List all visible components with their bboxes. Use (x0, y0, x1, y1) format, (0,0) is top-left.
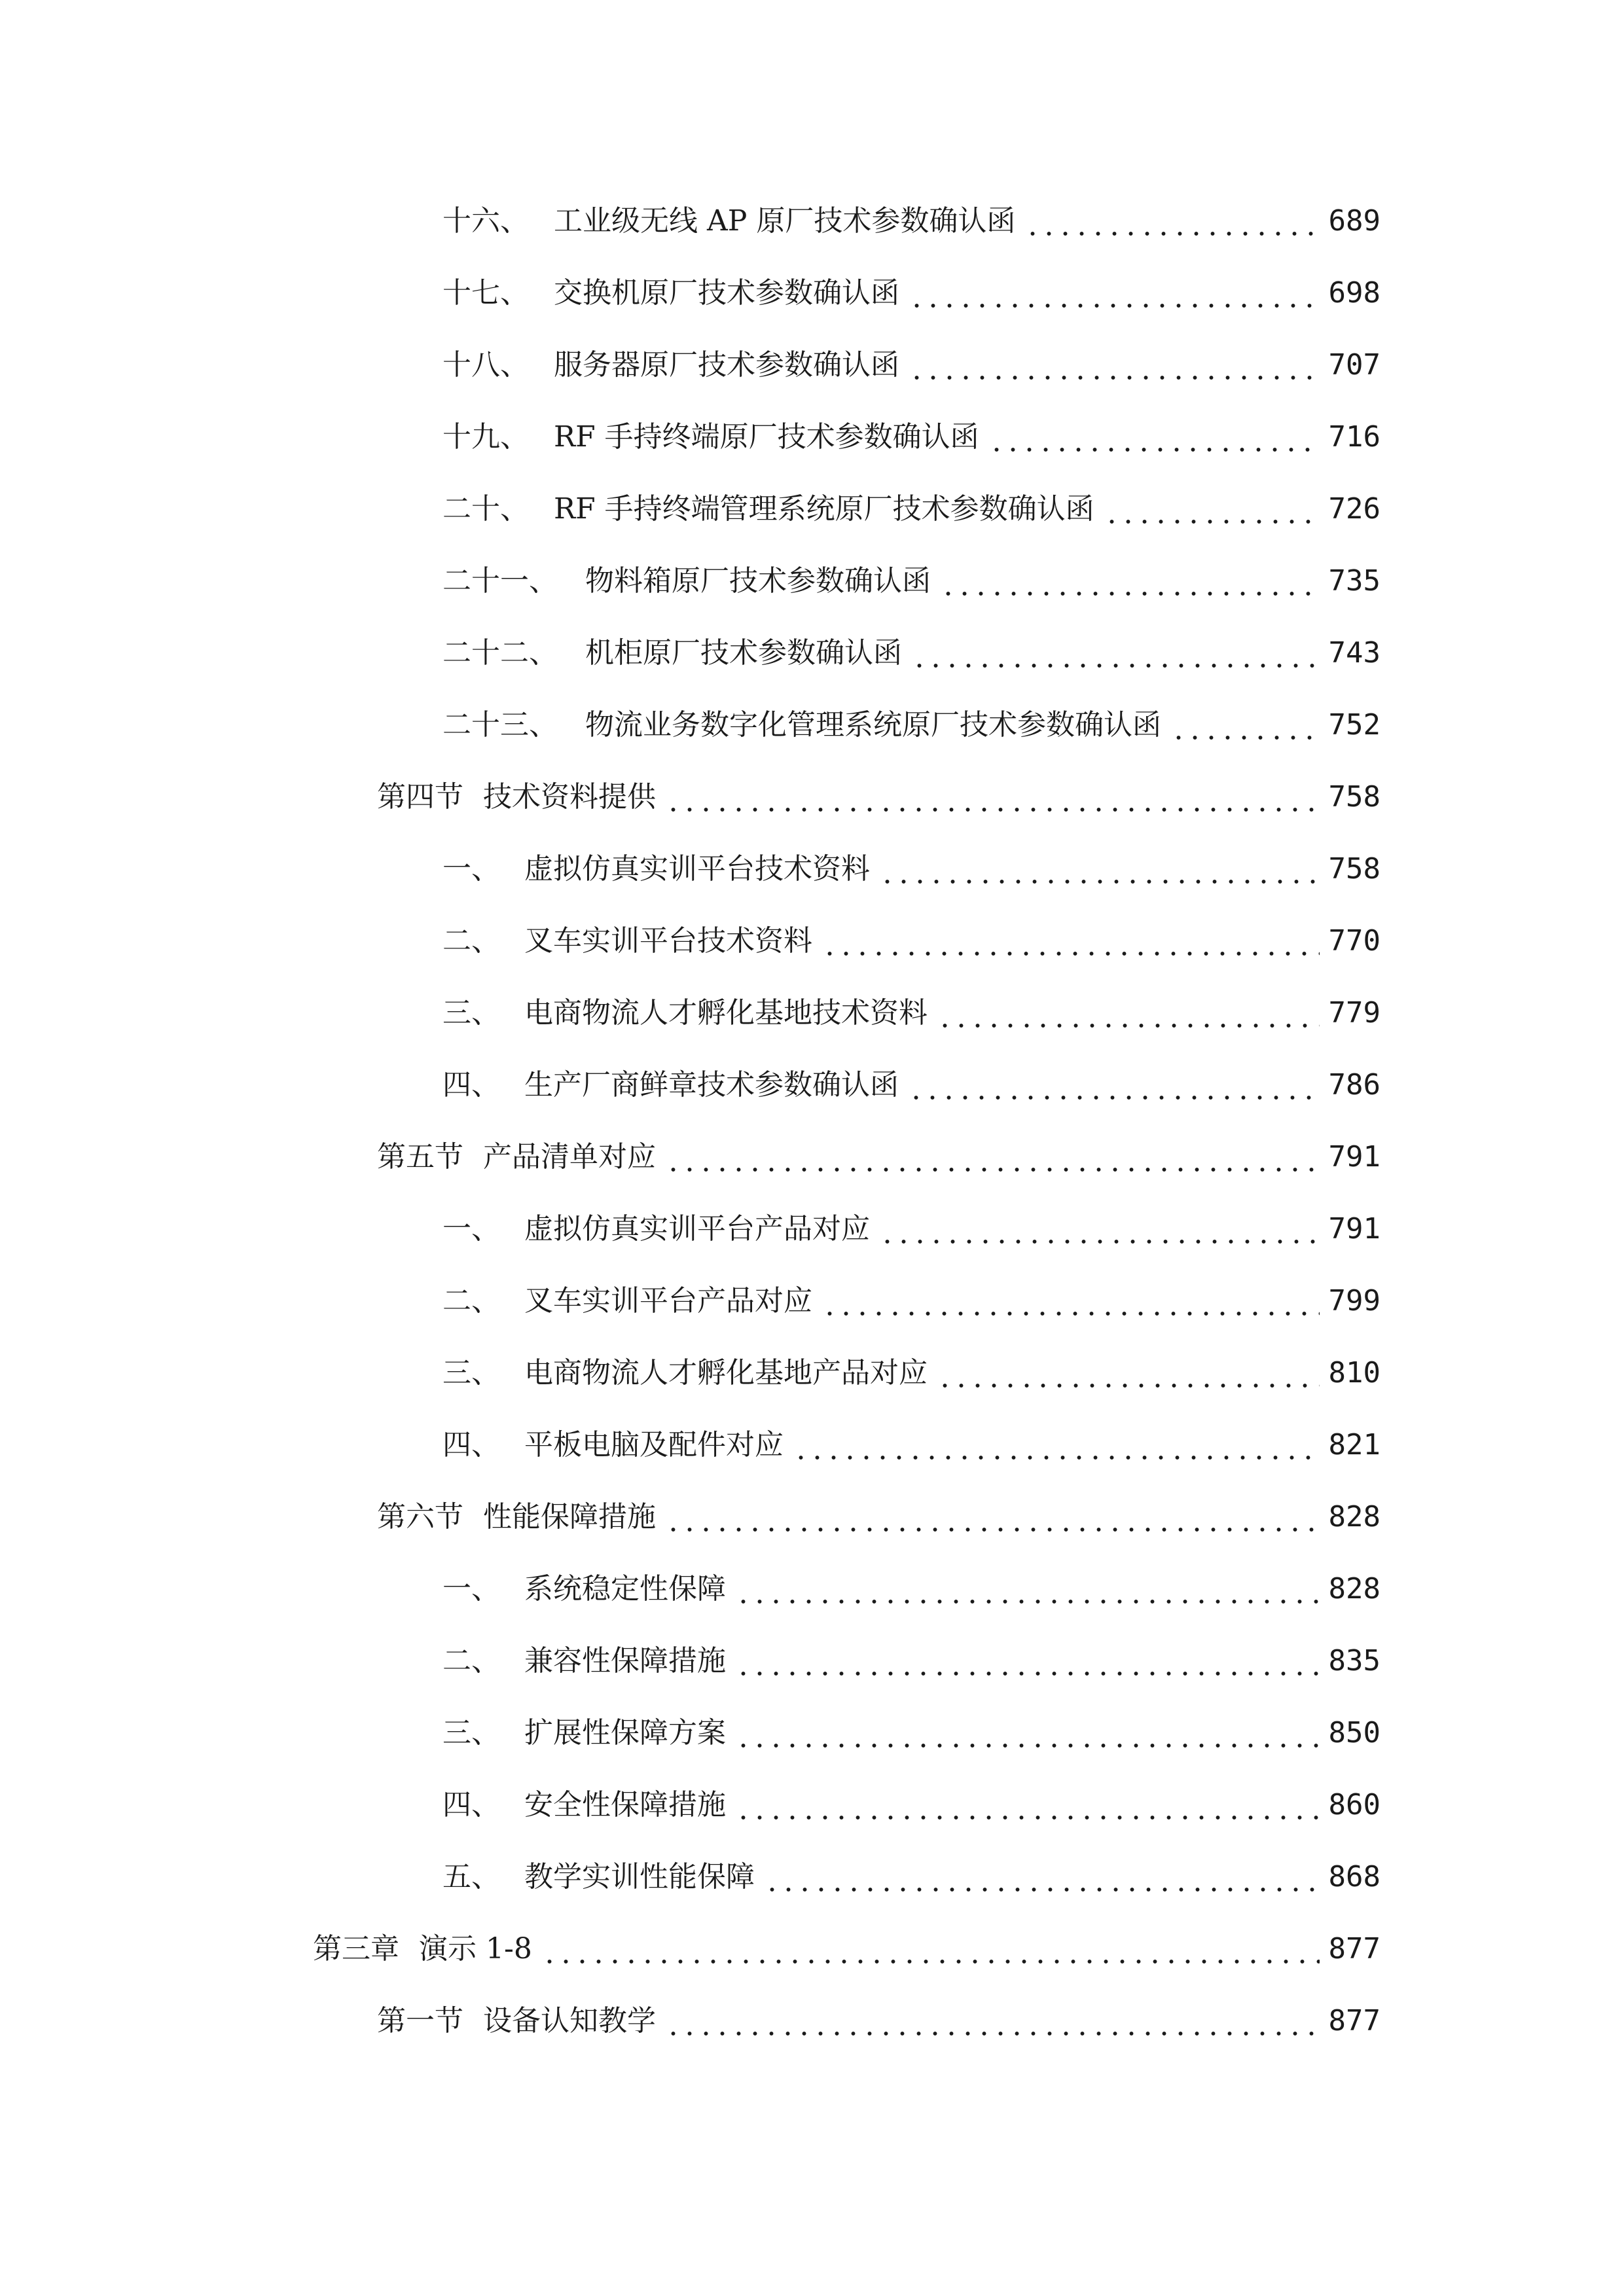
toc-entry-number: 五、 (442, 1860, 500, 1893)
toc-dot-leader (735, 1744, 1320, 1748)
toc-dot-leader (879, 1240, 1320, 1244)
toc-entry-page: 735 (1328, 564, 1380, 598)
toc-entry-number: 四、 (442, 1068, 500, 1102)
toc-section-number: 第六节 (377, 1500, 463, 1534)
toc-entry-title: 虚拟仿真实训平台产品对应 (524, 1212, 870, 1246)
toc-entry-page: 799 (1328, 1284, 1380, 1318)
toc-dot-leader (909, 304, 1320, 308)
toc-entry-title: 产品清单对应 (483, 1140, 656, 1174)
toc-chapter-number: 第三章 (313, 1932, 399, 1965)
toc-entry-number: 四、 (442, 1788, 500, 1821)
toc-entry[interactable] (442, 1419, 1380, 1471)
toc-entry[interactable] (442, 1779, 1380, 1831)
toc-entry-page: 758 (1328, 780, 1380, 814)
toc-entry[interactable] (442, 1851, 1380, 1903)
toc-entry-title: 性能保障措施 (483, 1500, 656, 1534)
toc-dot-leader (1170, 736, 1320, 740)
toc-dot-leader (909, 376, 1320, 380)
toc-entry-page: 821 (1328, 1428, 1380, 1462)
toc-entry-page: 828 (1328, 1500, 1380, 1534)
toc-section-entry[interactable] (377, 1995, 1380, 2047)
toc-dot-leader (793, 1456, 1320, 1460)
toc-entry[interactable] (442, 1707, 1380, 1759)
toc-dot-leader (821, 1312, 1320, 1316)
toc-entry[interactable] (442, 1563, 1380, 1615)
toc-section-entry[interactable] (377, 771, 1380, 823)
toc-dot-leader (665, 1168, 1320, 1172)
toc-dot-leader (735, 1816, 1320, 1820)
toc-entry-page: 850 (1328, 1716, 1380, 1749)
toc-entry-number: 四、 (442, 1428, 500, 1462)
toc-entry-page: 860 (1328, 1788, 1380, 1821)
toc-entry-page: 689 (1328, 204, 1380, 238)
toc-chapter-entry[interactable] (313, 1923, 1380, 1975)
toc-entry-page: 786 (1328, 1068, 1380, 1102)
toc-entry-page: 877 (1328, 1932, 1380, 1965)
toc-dot-leader (908, 1096, 1320, 1100)
toc-entry-number: 二十三、 (442, 708, 558, 742)
toc-entry-page: 752 (1328, 708, 1380, 742)
toc-entry-title: 平板电脑及配件对应 (524, 1428, 784, 1462)
toc-entry[interactable] (442, 483, 1380, 535)
toc-entry-number: 一、 (442, 1212, 500, 1246)
toc-entry[interactable] (442, 1347, 1380, 1399)
toc-entry-page: 770 (1328, 924, 1380, 958)
toc-entry-number: 二十一、 (442, 564, 558, 598)
toc-entry[interactable] (442, 411, 1380, 463)
toc-entry-page: 698 (1328, 276, 1380, 310)
toc-entry-page: 877 (1328, 2004, 1380, 2037)
toc-dot-leader (1104, 520, 1320, 524)
toc-entry-title: 兼容性保障措施 (524, 1644, 726, 1677)
toc-entry-page: 726 (1328, 492, 1380, 526)
toc-entry-number: 十八、 (442, 348, 529, 382)
toc-entry-title: RF 手持终端管理系统原厂技术参数确认函 (554, 492, 1094, 526)
toc-entry[interactable] (442, 267, 1380, 319)
toc-entry-number: 二、 (442, 924, 500, 958)
toc-entry-title: 服务器原厂技术参数确认函 (554, 348, 899, 382)
toc-entry-number: 三、 (442, 1716, 500, 1749)
toc-entry-page: 743 (1328, 636, 1380, 670)
toc-entry-page: 716 (1328, 420, 1380, 454)
toc-entry-page: 707 (1328, 348, 1380, 382)
toc-entry-number: 三、 (442, 996, 500, 1030)
toc-dot-leader (735, 1672, 1320, 1676)
toc-entry-page: 868 (1328, 1860, 1380, 1893)
toc-entry[interactable] (442, 627, 1380, 679)
toc-entry[interactable] (442, 1635, 1380, 1687)
toc-section-number: 第五节 (377, 1140, 463, 1174)
toc-dot-leader (541, 1960, 1320, 1964)
toc-dot-leader (665, 2032, 1320, 2036)
toc-dot-leader (764, 1888, 1320, 1892)
toc-dot-leader (911, 664, 1320, 668)
toc-entry-title: 叉车实训平台技术资料 (524, 924, 812, 958)
toc-entry[interactable] (442, 843, 1380, 895)
toc-section-number: 第一节 (377, 2004, 463, 2037)
toc-dot-leader (988, 448, 1320, 452)
toc-entry[interactable] (442, 915, 1380, 967)
toc-dot-leader (665, 808, 1320, 812)
toc-entry-page: 791 (1328, 1212, 1380, 1246)
toc-entry-title: 机柜原厂技术参数确认函 (585, 636, 902, 670)
toc-entry-title: 教学实训性能保障 (524, 1860, 755, 1893)
toc-entry-page: 810 (1328, 1356, 1380, 1390)
toc-entry-title: 扩展性保障方案 (524, 1716, 726, 1749)
toc-entry-number: 一、 (442, 852, 500, 886)
toc-entry-title: 技术资料提供 (483, 780, 656, 814)
toc-dot-leader (879, 880, 1320, 884)
toc-entry[interactable] (442, 195, 1380, 247)
toc-entry-title: 物料箱原厂技术参数确认函 (585, 564, 931, 598)
toc-section-entry[interactable] (377, 1491, 1380, 1543)
toc-dot-leader (937, 1024, 1320, 1028)
toc-entry-title: 演示 1-8 (419, 1932, 532, 1965)
toc-entry-number: 二、 (442, 1644, 500, 1677)
toc-entry-number: 三、 (442, 1356, 500, 1390)
toc-entry-number: 十九、 (442, 420, 529, 454)
toc-entry-page: 791 (1328, 1140, 1380, 1174)
toc-entry-number: 二十二、 (442, 636, 558, 670)
toc-entry[interactable] (442, 1275, 1380, 1327)
toc-entry-title: 设备认知教学 (483, 2004, 656, 2037)
toc-entry-page: 758 (1328, 852, 1380, 886)
toc-entry-page: 835 (1328, 1644, 1380, 1677)
toc-entry-title: 叉车实训平台产品对应 (524, 1284, 812, 1318)
toc-dot-leader (940, 592, 1320, 596)
toc-section-number: 第四节 (377, 780, 463, 814)
toc-dot-leader (937, 1384, 1320, 1388)
toc-entry-title: 物流业务数字化管理系统原厂技术参数确认函 (585, 708, 1161, 742)
toc-entry-number: 十七、 (442, 276, 529, 310)
toc-entry-number: 二、 (442, 1284, 500, 1318)
toc-entry-title: 安全性保障措施 (524, 1788, 726, 1821)
toc-entry[interactable] (442, 699, 1380, 751)
toc-entry-number: 一、 (442, 1572, 500, 1605)
toc-entry-title: 系统稳定性保障 (524, 1572, 726, 1605)
toc-entry-number: 十六、 (442, 204, 529, 238)
toc-entry-page: 828 (1328, 1572, 1380, 1605)
toc-dot-leader (665, 1528, 1320, 1532)
toc-entry-title: 虚拟仿真实训平台技术资料 (524, 852, 870, 886)
toc-dot-leader (735, 1600, 1320, 1604)
toc-entry-title: 生产厂商鲜章技术参数确认函 (524, 1068, 899, 1102)
toc-entry-title: 电商物流人才孵化基地产品对应 (524, 1356, 928, 1390)
toc-dot-leader (1024, 232, 1319, 236)
toc-entry-title: 工业级无线 AP 原厂技术参数确认函 (554, 204, 1016, 238)
toc-section-entry[interactable] (377, 1131, 1380, 1183)
toc-dot-leader (821, 952, 1320, 956)
toc-entry-title: 交换机原厂技术参数确认函 (554, 276, 899, 310)
toc-entry[interactable] (442, 339, 1380, 391)
toc-entry-title: RF 手持终端原厂技术参数确认函 (554, 420, 979, 454)
toc-entry-title: 电商物流人才孵化基地技术资料 (524, 996, 928, 1030)
toc-entry[interactable] (442, 555, 1380, 607)
toc-entry-number: 二十、 (442, 492, 529, 526)
toc-entry-page: 779 (1328, 996, 1380, 1030)
toc-entry[interactable] (442, 987, 1380, 1039)
toc-entry[interactable] (442, 1203, 1380, 1255)
toc-entry[interactable] (442, 1059, 1380, 1111)
